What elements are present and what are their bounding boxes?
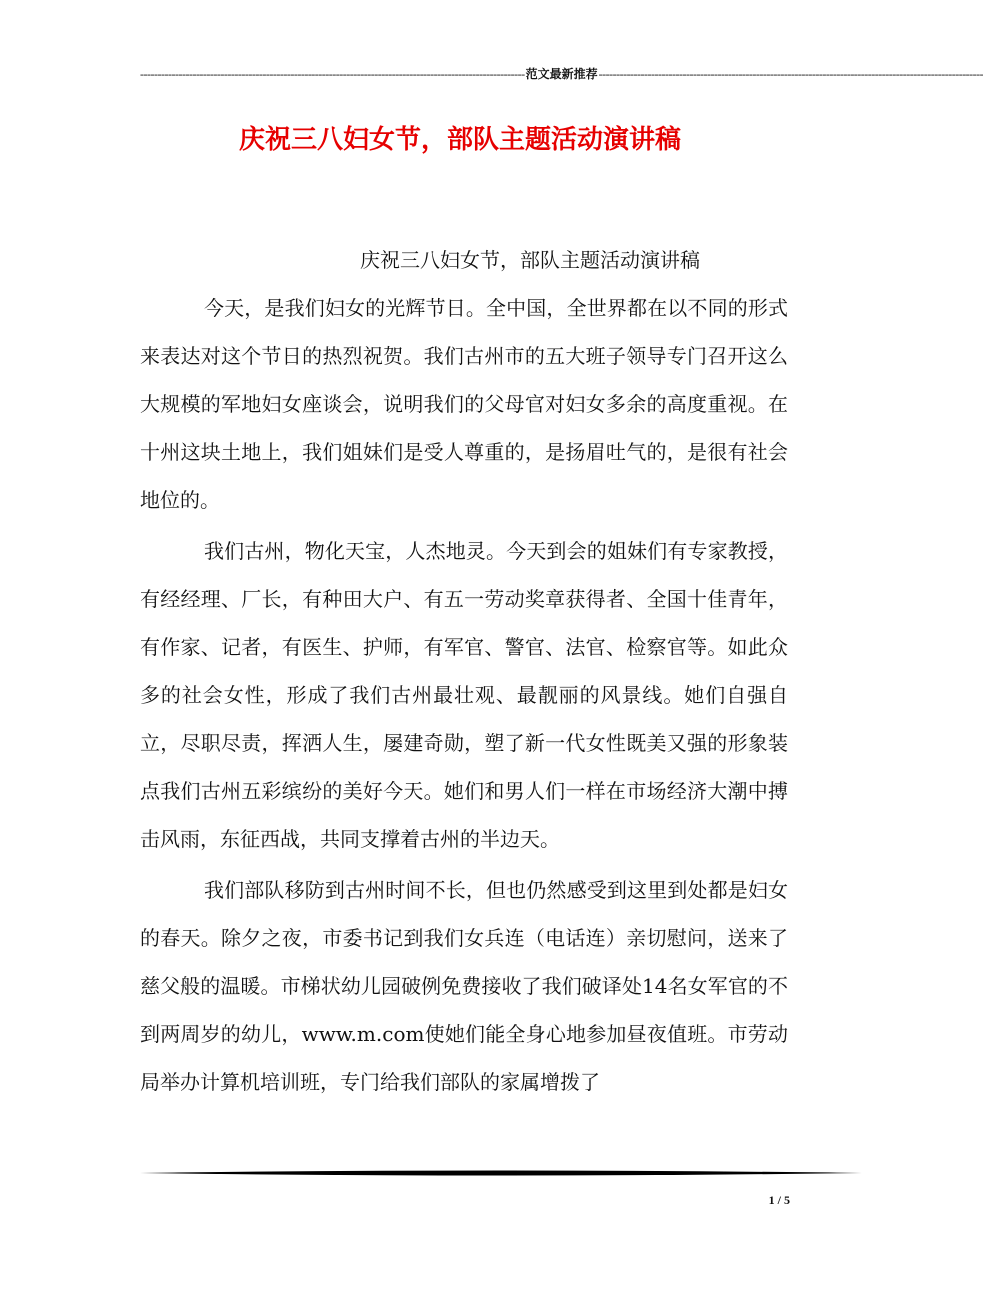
- header-dash-right: --------------------------------------------------------------------------------------------------------------: [598, 67, 983, 81]
- header-dash-left: --------------------------------------------------------------------------------------------------------------: [140, 67, 525, 81]
- page-number: 1 / 5: [768, 1193, 790, 1207]
- paragraph-3: 我们部队移防到古州时间不长，但也仍然感受到这里到处都是妇女的春天。除夕之夜，市委书记到我们女兵连（电话连）亲切慰问，送来了慈父般的温暖。市梯状幼儿园破例免费接收了我们破译处14名女军官的不到两周岁的幼儿，www.m.com使她们能全身心地参加昼夜值班。市劳动局举办计算机培训班，专门给我们部队的家属增拨了: [140, 878, 788, 1094]
- page-header: [140, 66, 983, 82]
- document-body: [140, 236, 788, 1107]
- document-subtitle: 庆祝三八妇女节，部队主题活动演讲稿: [360, 248, 700, 272]
- paragraph-2: 我们古州，物化天宝，人杰地灵。今天到会的姐妹们有专家教授，有经经理、厂长，有种田大户、有五一劳动奖章获得者、全国十佳青年，有作家、记者，有医生、护师，有军官、警官、法官、检察官等。如此众多的社会女性，形成了我们古州最壮观、最靓丽的风景线。她们自强自立，尽职尽责，挥洒人生，屡建奇勋，塑了新一代女性既美又强的形象装点我们古州五彩缤纷的美好今天。她们和男人们一样在市场经济大潮中搏击风雨，东征西战，共同支撑着古州的半边天。: [140, 539, 788, 851]
- paragraph-1: 今天，是我们妇女的光辉节日。全中国，全世界都在以不同的形式来表达对这个节日的热烈祝贺。我们古州市的五大班子领导专门召开这么大规模的军地妇女座谈会，说明我们的父母官对妇女多余的高度重视。在十州这块土地上，我们姐妹们是受人尊重的，是扬眉吐气的，是很有社会地位的。: [140, 296, 788, 512]
- footer-rule: [140, 1170, 862, 1176]
- header-label: 范文最新推荐: [525, 67, 598, 81]
- document-title: 庆祝三八妇女节，部队主题活动演讲稿: [238, 125, 681, 155]
